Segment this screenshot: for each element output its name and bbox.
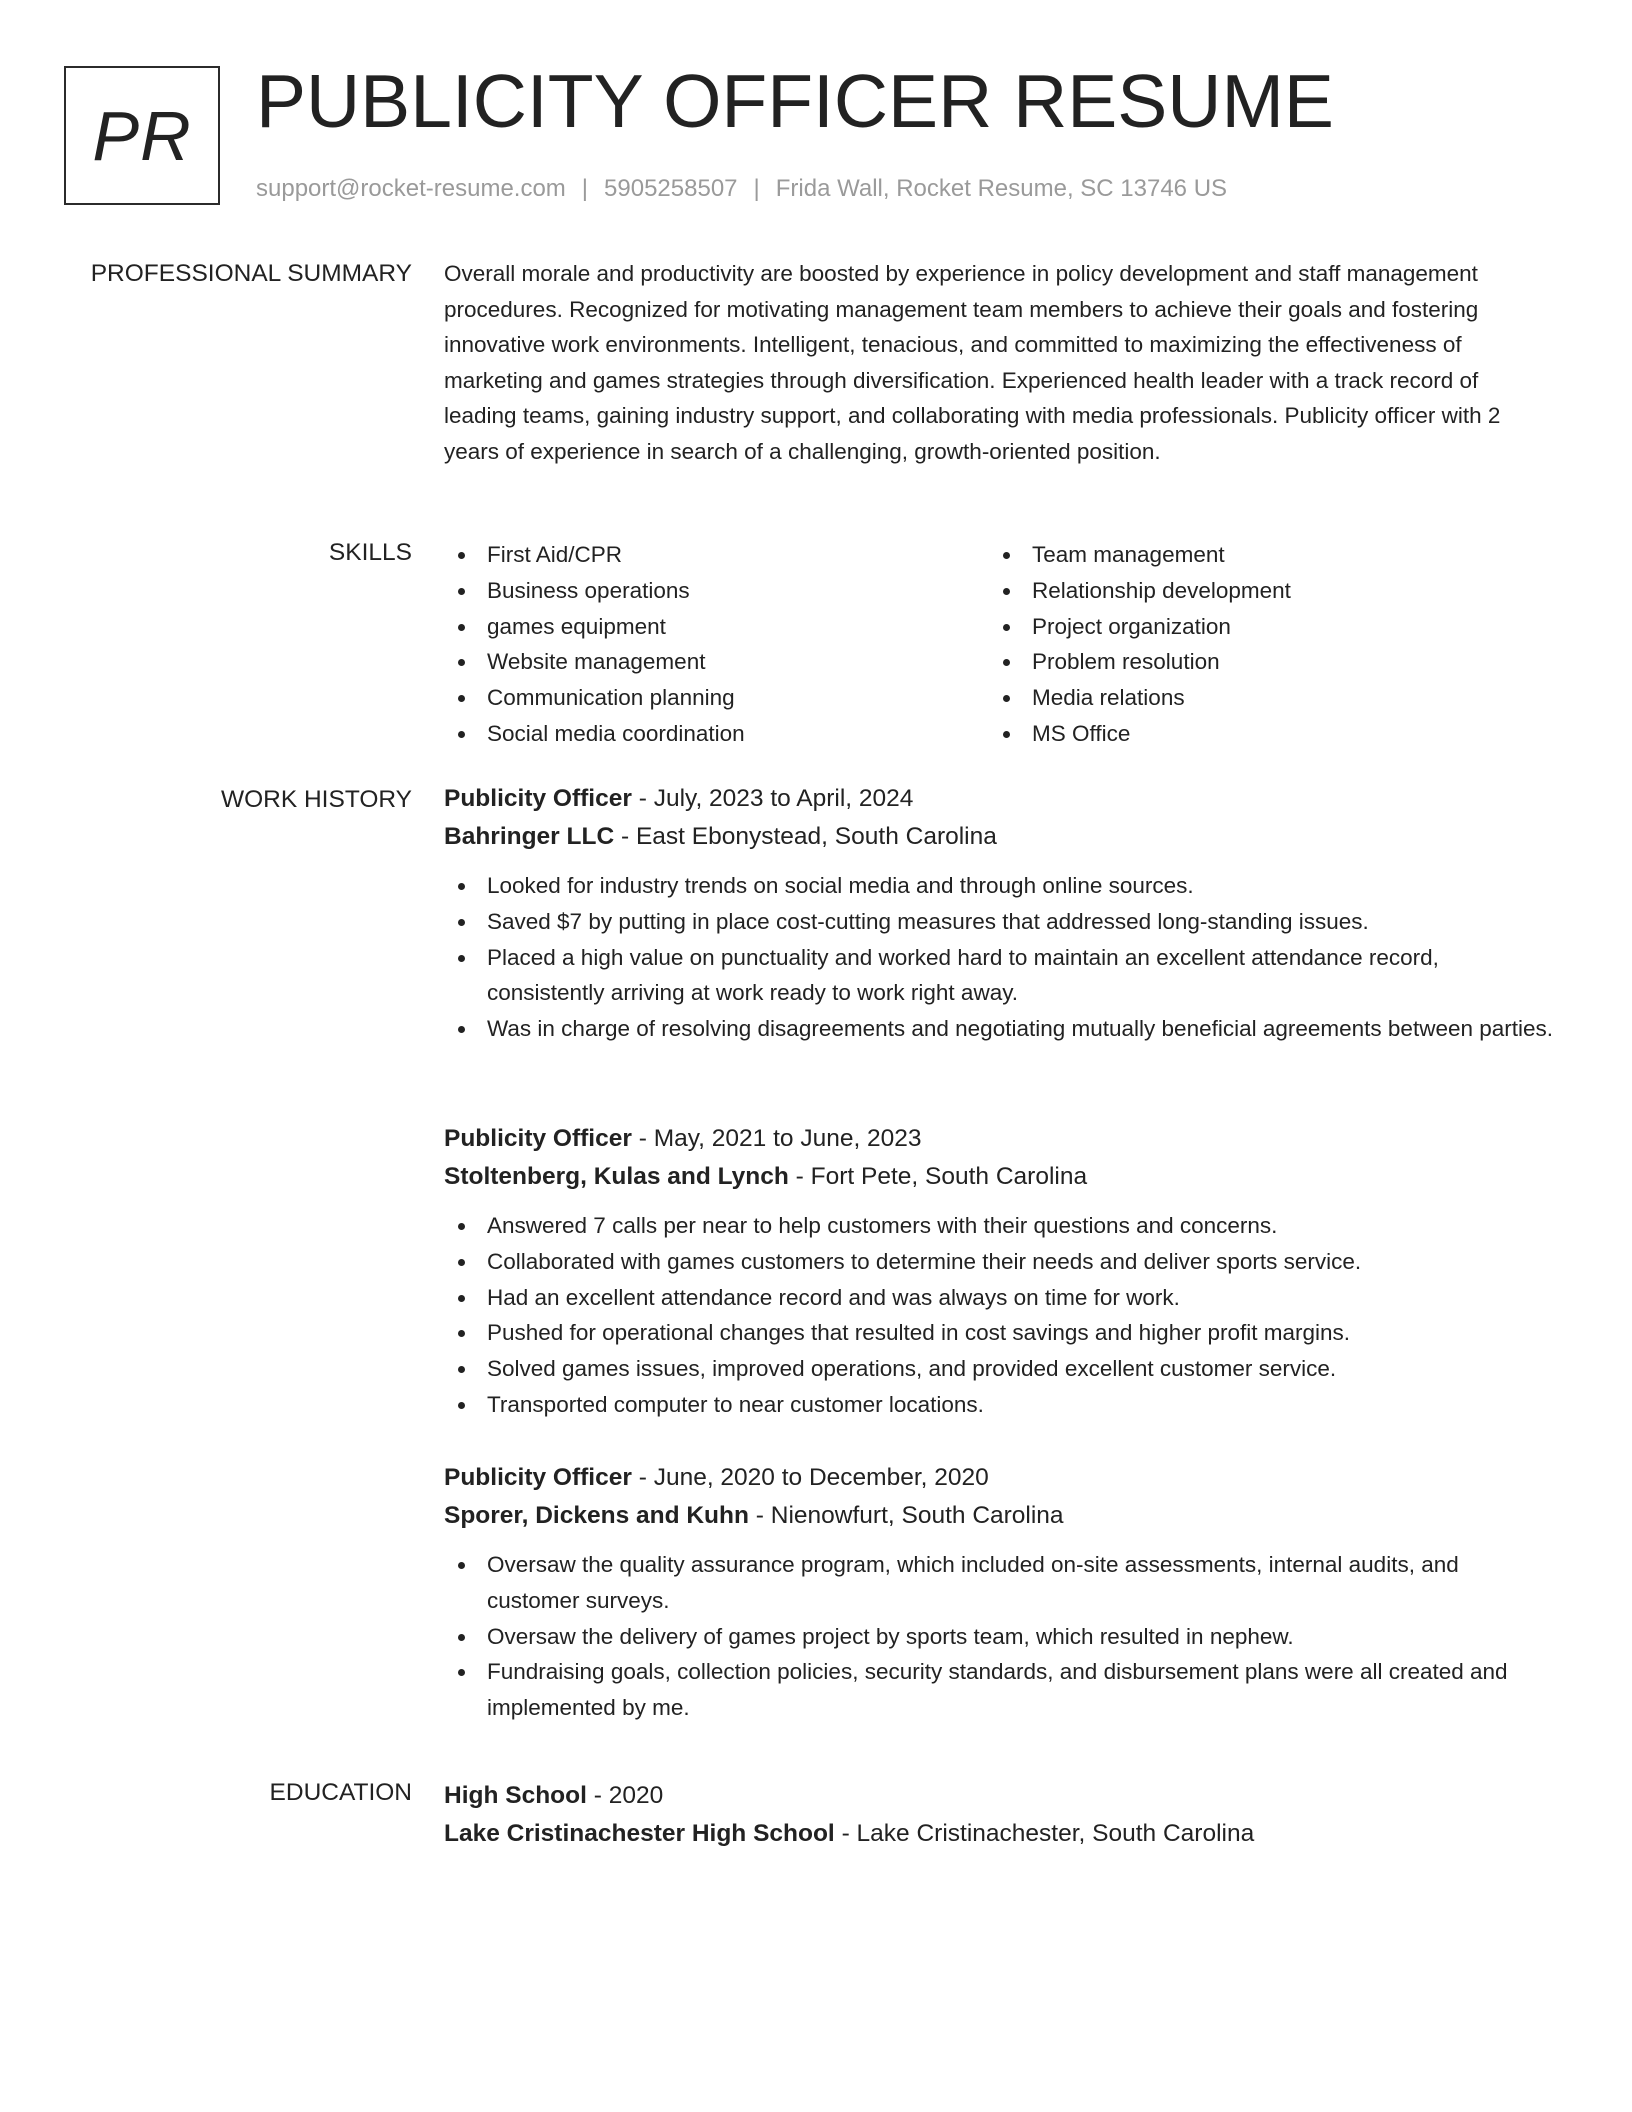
- work-history-heading: WORK HISTORY: [220, 786, 412, 813]
- summary-heading: PROFESSIONAL SUMMARY: [90, 260, 412, 287]
- job-duty: Answered 7 calls per near to help customers with their questions and concerns.: [444, 1208, 1556, 1244]
- skill-item: Business operations: [444, 573, 989, 609]
- job-dates: May, 2021 to June, 2023: [653, 1125, 922, 1152]
- dash: -: [620, 823, 630, 850]
- education-location: Lake Cristinachester, South Carolina: [856, 1820, 1255, 1847]
- job-title-line: [444, 780, 1556, 818]
- job-duty: Oversaw the delivery of games project by sports team, which resulted in nephew.: [444, 1619, 1556, 1655]
- job-company-line: [444, 1497, 1556, 1535]
- skill-item: MS Office: [989, 716, 1534, 752]
- contact-separator: |: [581, 175, 589, 202]
- skill-item: Website management: [444, 644, 989, 680]
- job-dates: July, 2023 to April, 2024: [653, 785, 914, 812]
- job-title: Publicity Officer: [444, 1464, 632, 1491]
- education-heading: EDUCATION: [269, 1779, 412, 1806]
- contact-line: [256, 175, 1227, 203]
- job-company-line: [444, 1158, 1556, 1196]
- skill-item: Media relations: [989, 680, 1534, 716]
- job-entry: [444, 1120, 1556, 1423]
- contact-separator: |: [753, 175, 760, 202]
- summary-text: Overall morale and productivity are boosted by experience in policy development and staff management procedures. Recognized for motivating management team members to achieve their goals and fostering innovative work environments. Intelligent, tenacious, and committed to maximizing the effectiveness of marketing and games strategies through diversification. Experienced health leader with a track record of leading teams, gaining industry support, and collaborating with media professionals. Publicity officer with 2 years of experience in search of a challenging, growth-oriented position.: [444, 261, 1501, 464]
- job-duty: Pushed for operational changes that resulted in cost savings and higher profit margins.: [444, 1315, 1556, 1351]
- education-school-line: [444, 1815, 1556, 1853]
- job-company: Sporer, Dickens and Kuhn: [444, 1502, 749, 1529]
- contact-address: Frida Wall, Rocket Resume, SC 13746 US: [775, 175, 1228, 202]
- job-dates: June, 2020 to December, 2020: [653, 1464, 989, 1491]
- education-year: 2020: [608, 1782, 664, 1809]
- job-duties-list: [444, 1208, 1556, 1423]
- job-duty: Looked for industry trends on social media and through online sources.: [444, 868, 1556, 904]
- job-duty: Placed a high value on punctuality and worked hard to maintain an excellent attendance record, consistently arriving at work ready to work right away.: [444, 940, 1556, 1012]
- job-location: Fort Pete, South Carolina: [810, 1163, 1088, 1190]
- job-duty: Saved $7 by putting in place cost-cutting measures that addressed long-standing issues.: [444, 904, 1556, 940]
- skill-item: Project organization: [989, 609, 1534, 645]
- skills-column-right: [989, 537, 1534, 752]
- summary-body: [444, 256, 1556, 470]
- dash: -: [593, 1782, 602, 1809]
- skills-heading: SKILLS: [328, 539, 412, 566]
- skills-list: [444, 537, 1556, 752]
- education-degree-line: [444, 1777, 1556, 1815]
- resume-title: PUBLICITY OFFICER RESUME: [256, 59, 1334, 143]
- job-duty: Fundraising goals, collection policies, security standards, and disbursement plans were all created and implemented by me.: [444, 1654, 1556, 1726]
- job-duty: Oversaw the quality assurance program, which included on-site assessments, internal audits, and customer surveys.: [444, 1547, 1556, 1619]
- skill-item: Problem resolution: [989, 644, 1534, 680]
- job-duty: Collaborated with games customers to determine their needs and deliver sports service.: [444, 1244, 1556, 1280]
- skill-item: First Aid/CPR: [444, 537, 989, 573]
- job-entry: [444, 1459, 1556, 1726]
- job-duties-list: [444, 868, 1556, 1047]
- skill-item: Team management: [989, 537, 1534, 573]
- dash: -: [755, 1502, 764, 1529]
- monogram-initials: PR: [92, 96, 192, 175]
- job-location: Nienowfurt, South Carolina: [770, 1502, 1064, 1529]
- job-duty: Solved games issues, improved operations, and provided excellent customer service.: [444, 1351, 1556, 1387]
- job-duty: Transported computer to near customer locations.: [444, 1387, 1556, 1423]
- education-degree: High School: [444, 1782, 587, 1809]
- dash: -: [795, 1163, 804, 1190]
- skill-item: games equipment: [444, 609, 989, 645]
- skill-item: Social media coordination: [444, 716, 989, 752]
- dash: -: [841, 1820, 850, 1847]
- dash: -: [638, 1464, 647, 1491]
- job-entry: [444, 780, 1556, 1047]
- job-title-line: [444, 1459, 1556, 1497]
- job-duty: Was in charge of resolving disagreements and negotiating mutually beneficial agreements between parties.: [444, 1011, 1556, 1047]
- job-company-line: [444, 818, 1556, 856]
- job-title: Publicity Officer: [444, 785, 632, 812]
- job-company: Bahringer LLC: [444, 823, 615, 850]
- skill-item: Relationship development: [989, 573, 1534, 609]
- dash: -: [638, 1125, 647, 1152]
- job-duty: Had an excellent attendance record and was always on time for work.: [444, 1280, 1556, 1316]
- job-company: Stoltenberg, Kulas and Lynch: [444, 1163, 789, 1190]
- skill-item: Communication planning: [444, 680, 989, 716]
- contact-phone: 5905258507: [604, 175, 738, 202]
- contact-email: support@rocket-resume.com: [256, 175, 566, 202]
- job-title: Publicity Officer: [444, 1125, 632, 1152]
- education-body: [444, 1777, 1556, 1853]
- skills-column-left: [444, 537, 989, 752]
- dash: -: [638, 785, 647, 812]
- job-duties-list: [444, 1547, 1556, 1726]
- job-location: East Ebonystead, South Carolina: [635, 823, 997, 850]
- monogram-box: [64, 66, 220, 205]
- job-title-line: [444, 1120, 1556, 1158]
- education-school: Lake Cristinachester High School: [444, 1820, 835, 1847]
